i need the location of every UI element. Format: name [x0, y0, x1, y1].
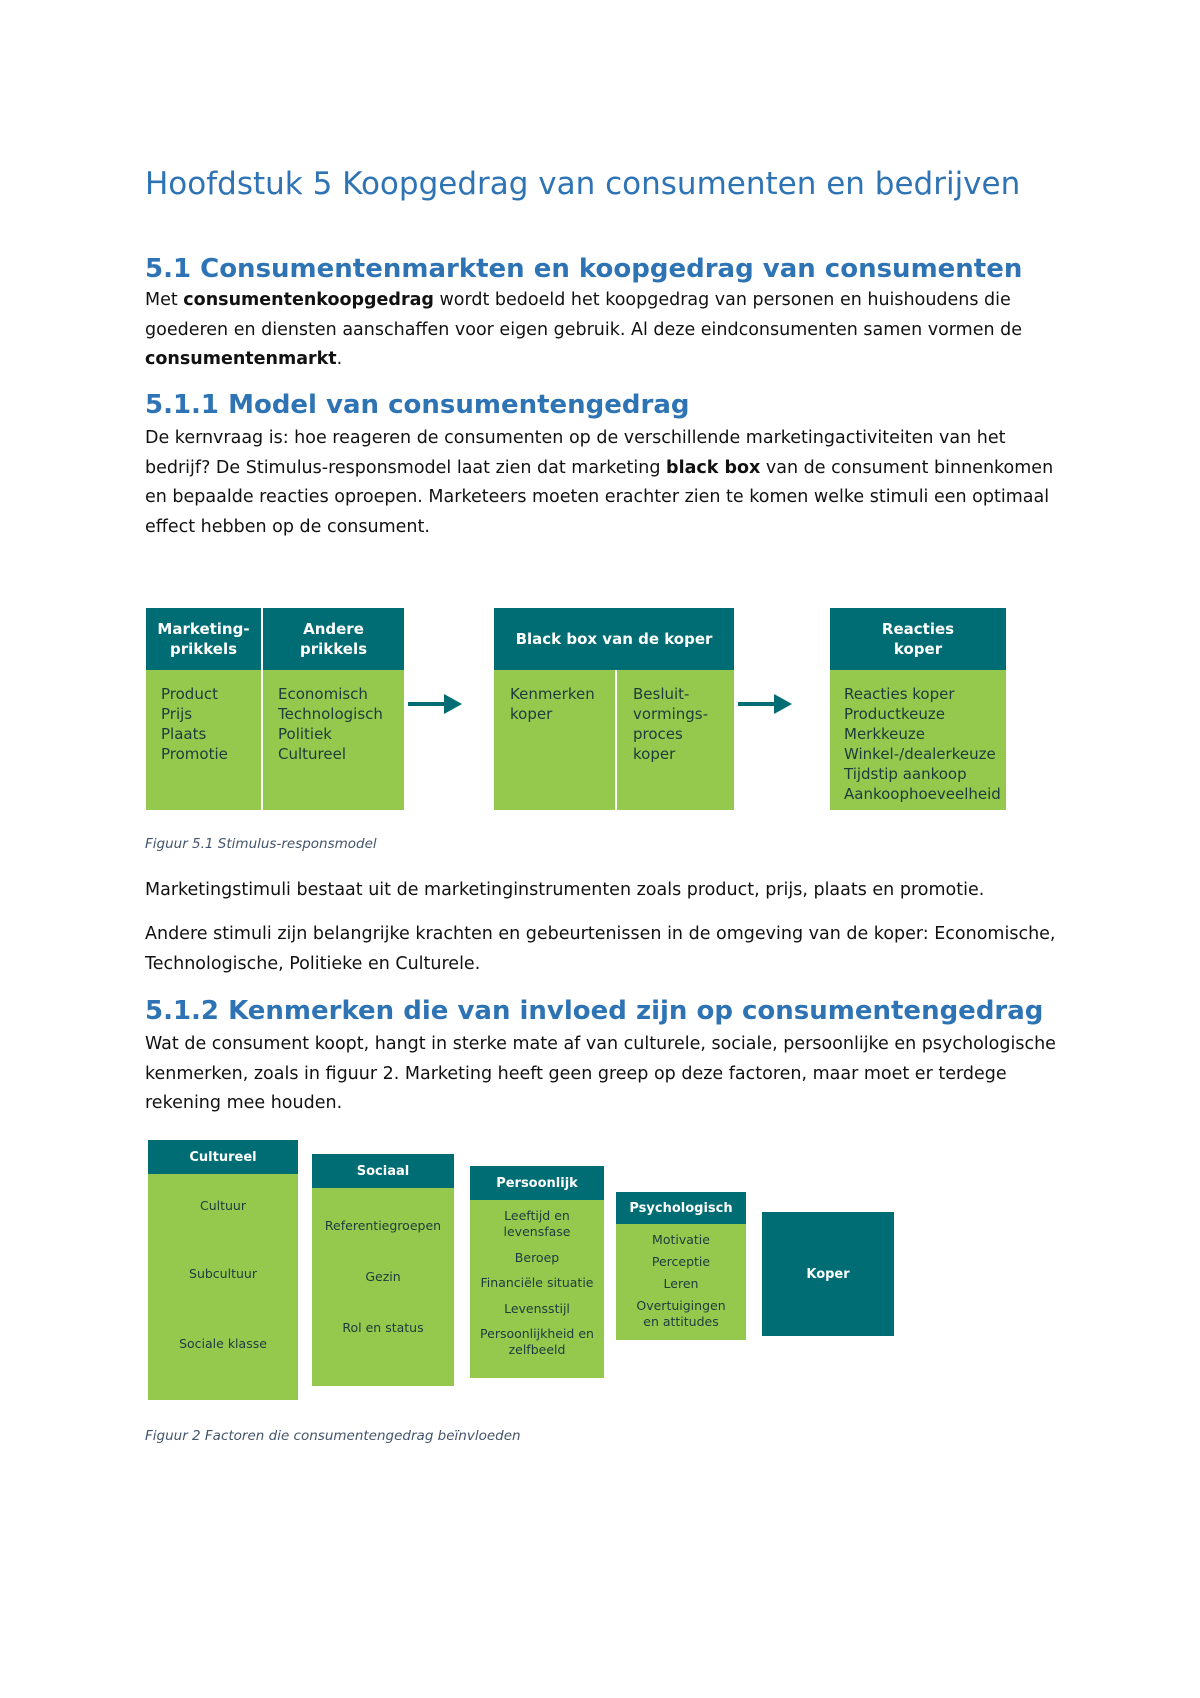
- factor-item: Levensstijl: [504, 1301, 570, 1316]
- factor-item: Financiële situatie: [480, 1275, 594, 1290]
- box-prikkels: [146, 608, 404, 810]
- header-black-box: Black box van de koper: [494, 608, 734, 670]
- box-black-box: [494, 608, 734, 810]
- header-sociaal: Sociaal: [312, 1154, 454, 1188]
- column-psychologisch: [616, 1192, 746, 1340]
- paragraph-marketingstimuli: Marketingstimuli bestaat uit de marketinginstrumenten zoals product, prijs, plaats en promotie.: [145, 880, 985, 900]
- header-reacties-koper: Reacties koper: [830, 608, 1006, 670]
- arrow-right-icon: [738, 692, 794, 716]
- list-marketing-prikkels: Product Prijs Plaats Promotie: [161, 685, 228, 763]
- factor-item: Rol en status: [342, 1320, 424, 1335]
- arrow-right-icon: [408, 692, 464, 716]
- factor-item: Motivatie: [652, 1232, 710, 1247]
- factor-item: Subcultuur: [189, 1266, 257, 1281]
- figure-stimulus-responsmodel: [146, 608, 1016, 812]
- factor-item: Cultuur: [199, 1198, 246, 1213]
- factor-item: Referentiegroepen: [324, 1218, 442, 1233]
- list-andere-prikkels: Economisch Technologisch Politiek Cultureel: [278, 685, 383, 763]
- section-heading-5-1: 5.1 Consumentenmarkten en koopgedrag van consumenten: [145, 254, 1023, 284]
- column-sociaal: [312, 1154, 454, 1386]
- factor-item: Overtuigingen en attitudes: [636, 1298, 726, 1329]
- list-besluitvormingsproces: Besluit- vormings- proces koper: [633, 685, 708, 763]
- header-psychologisch: Psychologisch: [616, 1192, 746, 1224]
- section-heading-5-1-2: 5.1.2 Kenmerken die van invloed zijn op consumentengedrag: [145, 996, 1044, 1026]
- factor-item: Sociale klasse: [179, 1336, 267, 1351]
- paragraph-andere-stimuli: Andere stimuli zijn belangrijke krachten en gebeurtenissen in de omgeving van de koper: Economische, Technologische, Politieke en Culturele.: [145, 924, 1056, 974]
- chapter-title: Hoofdstuk 5 Koopgedrag van consumenten en bedrijven: [145, 166, 1021, 202]
- section-heading-5-1-1: 5.1.1 Model van consumentengedrag: [145, 390, 690, 420]
- list-kenmerken-koper: Kenmerken koper: [510, 685, 595, 723]
- factor-item: Leeftijd en levensfase: [503, 1208, 571, 1239]
- paragraph-kenmerken: Wat de consument koopt, hangt in sterke mate af van culturele, sociale, persoonlijke en psychologische kenmerken, zoals in figuur 2. Marketing heeft geen greep op deze factoren, maar moet er terdege rekening mee houden.: [145, 1034, 1056, 1113]
- paragraph-kernvraag: De kernvraag is: hoe reageren de consumenten op de verschillende marketingactiviteiten van het bedrijf? De Stimulus-responsmodel laat zien dat marketing black box van de consument binnenkomen en bepaalde reacties oproepen. Marketeers moeten erachter zien te komen welke stimuli een optimaal effect hebben op de consument.: [145, 428, 1054, 537]
- factor-item: Gezin: [365, 1269, 401, 1284]
- column-persoonlijk: [470, 1166, 604, 1378]
- factor-item: Persoonlijkheid en zelfbeeld: [480, 1326, 594, 1357]
- divider: [261, 608, 263, 810]
- figure-2-caption: Figuur 2 Factoren die consumentengedrag beïnvloeden: [145, 1428, 521, 1444]
- list-reacties: Reacties koper Productkeuze Merkkeuze Winkel-/dealerkeuze Tijdstip aankoop Aankoophoeveelheid: [844, 685, 1001, 803]
- box-koper: Koper: [762, 1212, 894, 1336]
- box-reacties-koper: [830, 608, 1006, 810]
- header-persoonlijk: Persoonlijk: [470, 1166, 604, 1200]
- header-marketing-prikkels: Marketing- prikkels: [157, 620, 250, 658]
- factor-item: Beroep: [514, 1250, 560, 1265]
- figure-factoren-consumentengedrag: [148, 1140, 908, 1410]
- figure-1-caption: Figuur 5.1 Stimulus-responsmodel: [145, 836, 377, 852]
- paragraph-consumentenkoopgedrag: Met consumentenkoopgedrag wordt bedoeld het koopgedrag van personen en huishoudens die goederen en diensten aanschaffen voor eigen gebruik. Al deze eindconsumenten samen vormen de consumentenmarkt.: [145, 290, 1023, 369]
- factor-item: Perceptie: [651, 1254, 711, 1269]
- divider: [615, 670, 617, 810]
- column-cultureel: [148, 1140, 298, 1400]
- header-cultureel: Cultureel: [148, 1140, 298, 1174]
- factor-item: Leren: [663, 1276, 699, 1291]
- header-andere-prikkels: Andere prikkels: [299, 620, 368, 658]
